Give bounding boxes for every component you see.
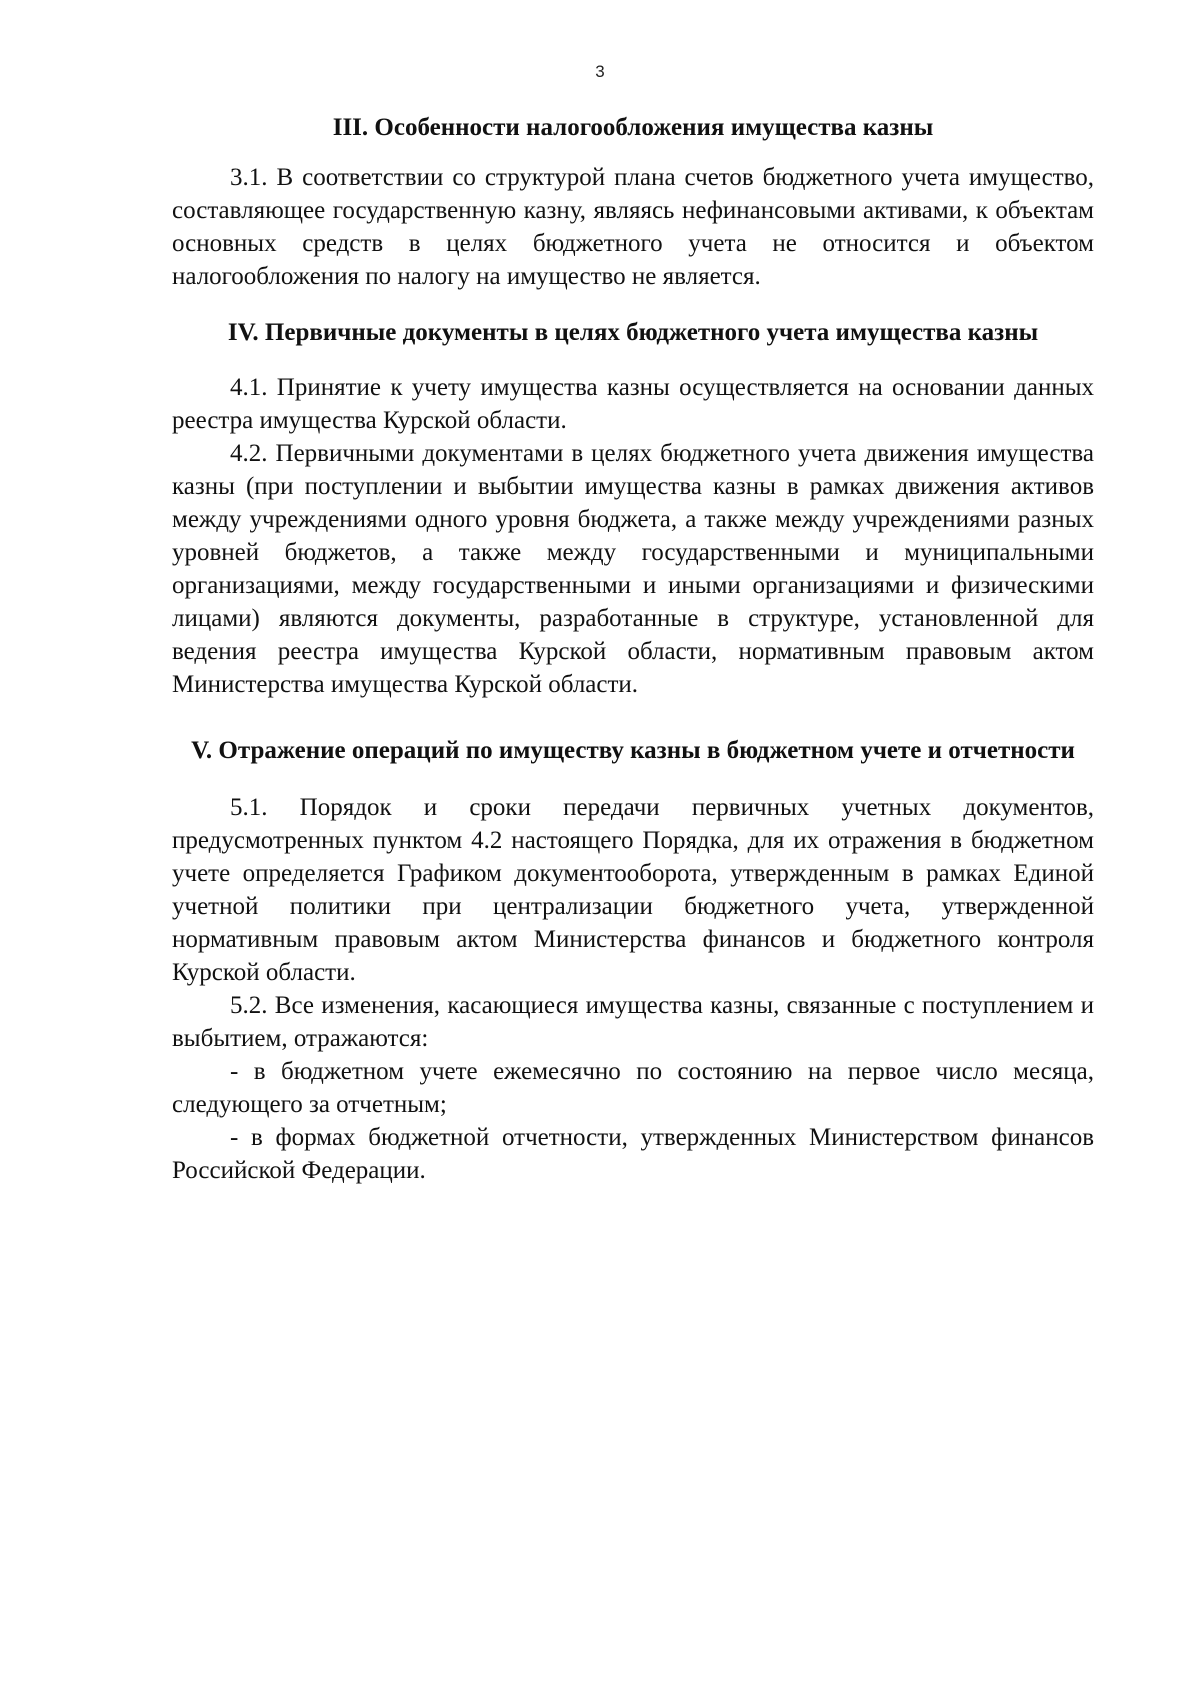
paragraph-5-2: 5.2. Все изменения, касающиеся имущества казны, связанные с поступлением и выбытием, отражаются:: [172, 992, 1094, 1052]
paragraph-3-1: 3.1. В соответствии со структурой плана счетов бюджетного учета имущество, составляющее государственную казну, являясь нефинансовыми активами, к объектам основных средств в целях бюджетного учета не относится и объектом налогообложения по налогу на имущество не является.: [172, 164, 1094, 290]
document-body: [172, 112, 1094, 1187]
page-number: 3: [595, 62, 605, 81]
paragraph-4-2: 4.2. Первичными документами в целях бюджетного учета движения имущества казны (при поступлении и выбытии имущества казны в рамках движения активов между учреждениями одного уровня бюджета, а также между учреждениями разных уровней бюджетов, а также между государственными и муниципальными организациями, между государственными и иными организациями и физическими лицами) являются документы, разработанные в структуре, установленной для ведения реестра имущества Курской области, нормативным правовым актом Министерства имущества Курской области.: [172, 440, 1094, 698]
paragraph-5-1: 5.1. Порядок и сроки передачи первичных учетных документов, предусмотренных пунктом 4.2 настоящего Порядка, для их отражения в бюджетном учете определяется Графиком документооборота, утвержденным в рамках Единой учетной политики при централизации бюджетного учета, утвержденной нормативным правовым актом Министерства финансов и бюджетного контроля Курской области.: [172, 794, 1094, 986]
section-5-heading: V. Отражение операций по имуществу казны в бюджетном учете и отчетности: [191, 737, 1075, 764]
section-4-heading: IV. Первичные документы в целях бюджетного учета имущества казны: [227, 319, 1039, 346]
paragraph-5-2-item-2: - в формах бюджетной отчетности, утвержденных Министерством финансов Российской Федерации.: [172, 1124, 1094, 1184]
section-3-heading: III. Особенности налогообложения имущества казны: [332, 114, 934, 141]
paragraph-5-2-item-1: - в бюджетном учете ежемесячно по состоянию на первое число месяца, следующего за отчетным;: [172, 1058, 1094, 1118]
paragraph-4-1: 4.1. Принятие к учету имущества казны осуществляется на основании данных реестра имущества Курской области.: [172, 374, 1094, 434]
